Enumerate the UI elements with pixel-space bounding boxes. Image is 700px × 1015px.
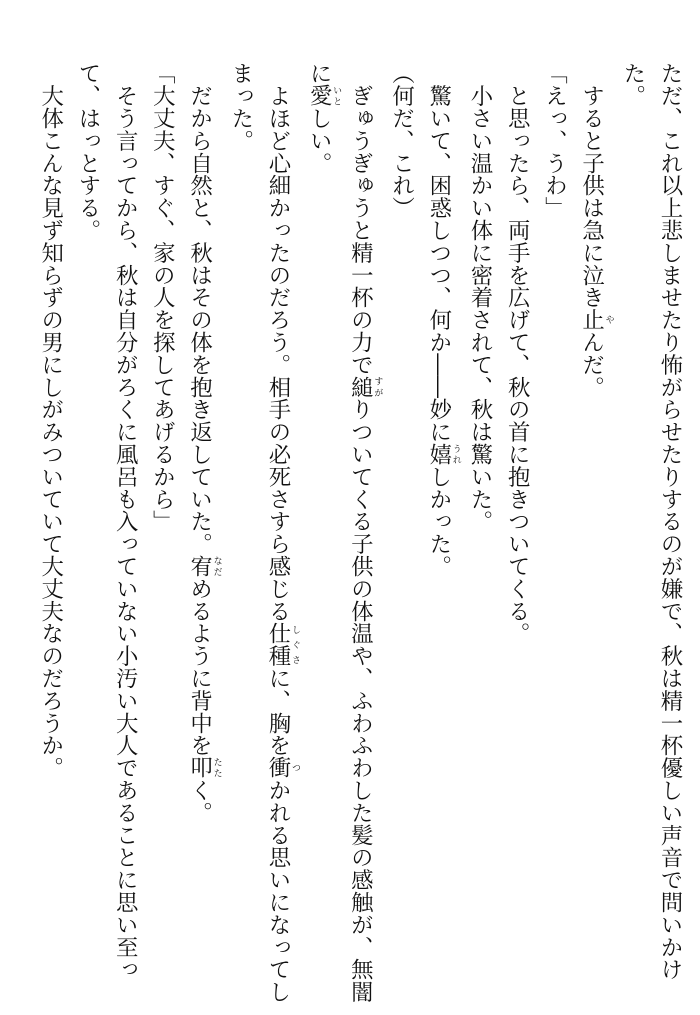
- text-run: まった。: [227, 62, 254, 152]
- text-run: 「大丈夫、すぐ、家の人を探してあげるから」: [149, 62, 176, 533]
- ruby-annotation: 叩 たた: [186, 756, 222, 779]
- ruby-annotation: 止 や: [578, 308, 614, 331]
- text-column: [32, 62, 69, 997]
- ruby-annotation: 縋 すが: [347, 375, 383, 399]
- text-run: 小さい温かい体に密着されて、秋は驚いた。: [466, 62, 493, 533]
- ruby-annotation: 愛 いと: [306, 84, 342, 107]
- text-run: に: [306, 62, 333, 85]
- text-run: に、胸を: [264, 666, 291, 757]
- text-column: [420, 62, 461, 997]
- text-column: [498, 62, 535, 997]
- ruby-annotation: 嬉 うれ: [425, 442, 461, 466]
- text-column: [106, 62, 143, 997]
- text-run: んだ。: [578, 330, 605, 399]
- text-column: [382, 62, 419, 997]
- text-run: ただ、これ以上悲しませたり怖がらせたりするのが嫌で、秋は精一杯優しい声音で問いかけ: [657, 62, 683, 981]
- text-run: 「えっ、うわ」: [541, 62, 568, 219]
- ruby-annotation: 仕種 しぐさ: [264, 622, 300, 667]
- text-column: [535, 62, 572, 997]
- text-column: [300, 62, 341, 997]
- text-column: [614, 62, 651, 997]
- text-run: すると子供は急に泣き: [578, 62, 605, 309]
- vertical-text-body: [32, 62, 688, 1003]
- text-run: そう言ってから、秋は自分がろくに風呂も入っていない小汚い大人であることに思い至っ: [112, 62, 139, 981]
- text-run: た。: [619, 62, 646, 107]
- text-run: と思ったら、両手を広げて、秋の首に抱きついてくる。: [504, 62, 531, 645]
- text-run: 大体こんな見ず知らずの男にしがみついていて大丈夫なのだろうか。: [37, 62, 64, 779]
- text-run: 驚いて、困惑しつつ、何か――妙に: [425, 62, 452, 443]
- text-column: [222, 62, 259, 997]
- text-column: [651, 62, 688, 997]
- text-run: よほど心細かったのだろう。相手の必死さすら感じる: [264, 62, 291, 622]
- text-run: ぎゅうぎゅうと精一杯の力で: [347, 62, 374, 376]
- text-run: かれる思いになってし: [264, 778, 291, 1003]
- text-column: [572, 62, 613, 997]
- text-run: だから自然と、秋はその体を抱き返していた。: [186, 62, 213, 555]
- text-column: [259, 62, 300, 1003]
- text-run: て、はっとする。: [74, 62, 101, 242]
- text-column: [461, 62, 498, 997]
- text-column: [143, 62, 180, 997]
- ruby-annotation: 衝 つ: [264, 756, 300, 779]
- text-column: [69, 62, 106, 997]
- text-column: [341, 62, 383, 1003]
- text-run: しかった。: [425, 465, 452, 578]
- text-run: （何だ、これ）: [388, 62, 415, 219]
- text-run: めるように背中を: [186, 577, 213, 757]
- text-run: く。: [186, 778, 213, 824]
- ruby-annotation: 宥 なだ: [186, 554, 222, 578]
- text-run: しい。: [306, 106, 333, 175]
- text-run: りついてくる子供の体温や、ふわふわした髪の感触が、無闇: [347, 398, 374, 1003]
- text-column: [180, 62, 221, 997]
